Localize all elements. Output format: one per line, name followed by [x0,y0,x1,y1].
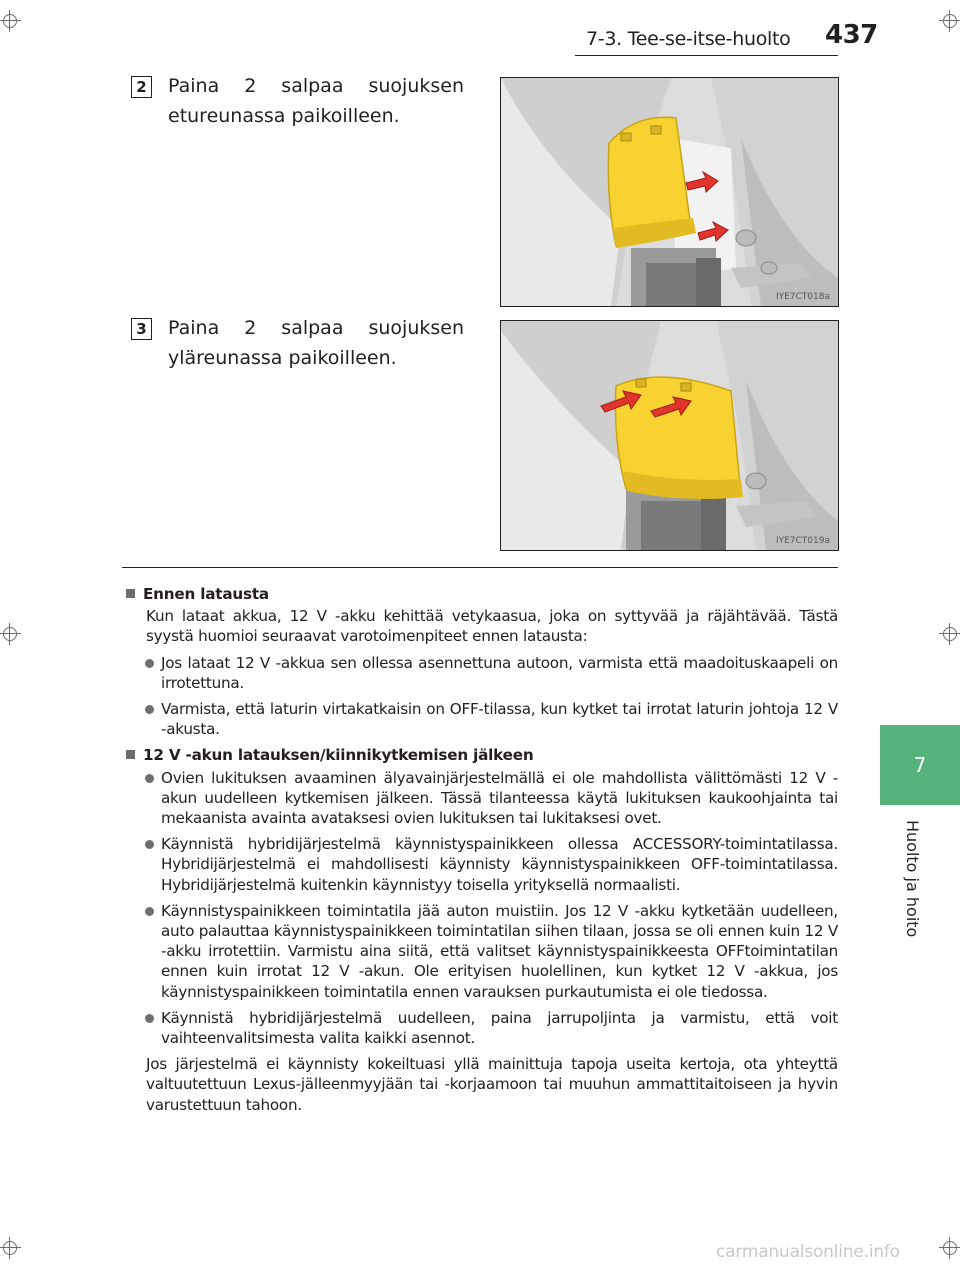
cover-front-latch-illustration [501,78,838,306]
step-instruction: Paina 2 salpaa suojuksen etureunassa paikoilleen. [168,75,464,127]
note-heading: Ennen latausta [125,584,838,604]
step-number-badge: 3 [131,318,152,340]
chapter-number: 7 [913,753,927,777]
list-item: Ovien lukituksen avaaminen älyavainjärjestelmällä ei ole mahdollista välittömästi 12 V -akun uudelleen kytkemisen jälkeen. Tässä tilanteessa käytä lukituksen kaukoohjainta tai mekaanista avainta avataksesi ovien lukituksen tai lukitaksesi ovet. [125,768,838,829]
figure-code: IYE7CT019a [775,536,830,546]
chapter-title-vertical [900,820,924,960]
step-instruction: Paina 2 salpaa suojuksen yläreunassa paikoilleen. [168,317,464,369]
chapter-tab[interactable] [880,725,960,805]
list-item: Käynnistyspainikkeen toimintatila jää auton muistiin. Jos 12 V -akku kytketään uudelleen, auto palauttaa käynnistyspainikkeen toimintatilan siihen tilaan, jossa se oli ennen kuin 12 V -akku irrotettiin. Varmistu aina siitä, että valitset käynnistyspainikkeesta OFFtoimintatilan ennen kuin irrotat 12 V -akun. Ole erityisen huolellinen, kun kytket 12 V -akkua, jos käynnistyspainikkeen toimintatila ennen varauksen purkautumista ei ole tiedossa. [125,901,838,1002]
note-paragraph: Jos järjestelmä ei käynnisty kokeiltuasi yllä mainittuja tapoja useita kertoja, ota yhteyttä valtuutettuun Lexus-jälleenmyyjään tai -korjaamoon tai muuhun ammattitaitoiseen ja hyvin varustettuun tahoon. [146,1055,838,1114]
illustration-step-3 [500,320,839,551]
section-divider [122,567,838,568]
note-paragraph: Kun lataat akkua, 12 V -akku kehittää vetykaasua, joka on syttyvää ja räjähtävää. Tästä syystä huomioi seuraavat varotoimenpiteet ennen latausta: [146,607,838,646]
round-bullet-icon [145,1014,154,1023]
notes-section [125,584,838,1121]
step-number-badge: 2 [131,76,152,98]
round-bullet-icon [145,659,154,668]
round-bullet-icon [145,840,154,849]
cover-top-latch-illustration [501,321,838,550]
chapter-title: Huolto ja hoito [903,820,922,938]
list-item: Jos lataat 12 V -akkua sen ollessa asennettuna autoon, varmista että maadoituskaapeli on irrotettuna. [125,653,838,693]
list-item: Käynnistä hybridijärjestelmä uudelleen, paina jarrupoljinta ja varmistu, että voit vaihteenvalitsimesta valita kaikki asennot. [125,1008,838,1048]
round-bullet-icon [145,907,154,916]
round-bullet-icon [145,705,154,714]
section-header: 7-3. Tee-se-itse-huolto [586,28,791,50]
square-bullet-icon [126,750,135,759]
watermark: carmanualsonline.info [716,1242,900,1262]
note-heading: 12 V -akun latauksen/kiinnikytkemisen jälkeen [125,745,838,765]
square-bullet-icon [126,589,135,598]
header-rule [575,55,838,56]
list-item: Varmista, että laturin virtakatkaisin on OFF-tilassa, kun kytket tai irrotat laturin johtoja 12 V -akusta. [125,699,838,739]
illustration-step-2 [500,77,839,307]
list-item: Käynnistä hybridijärjestelmä käynnistyspainikkeen ollessa ACCESSORY-toimintatilassa. Hybridijärjestelmä ei mahdollisesti käynnisty käynnistyspainikkeen OFF-toimintatilassa. Hybridijärjestelmä kuitenkin käynnistyy toisella yrityksellä normaalisti. [125,834,838,895]
round-bullet-icon [145,774,154,783]
page-number: 437 [825,20,878,50]
figure-code: IYE7CT018a [775,292,830,302]
